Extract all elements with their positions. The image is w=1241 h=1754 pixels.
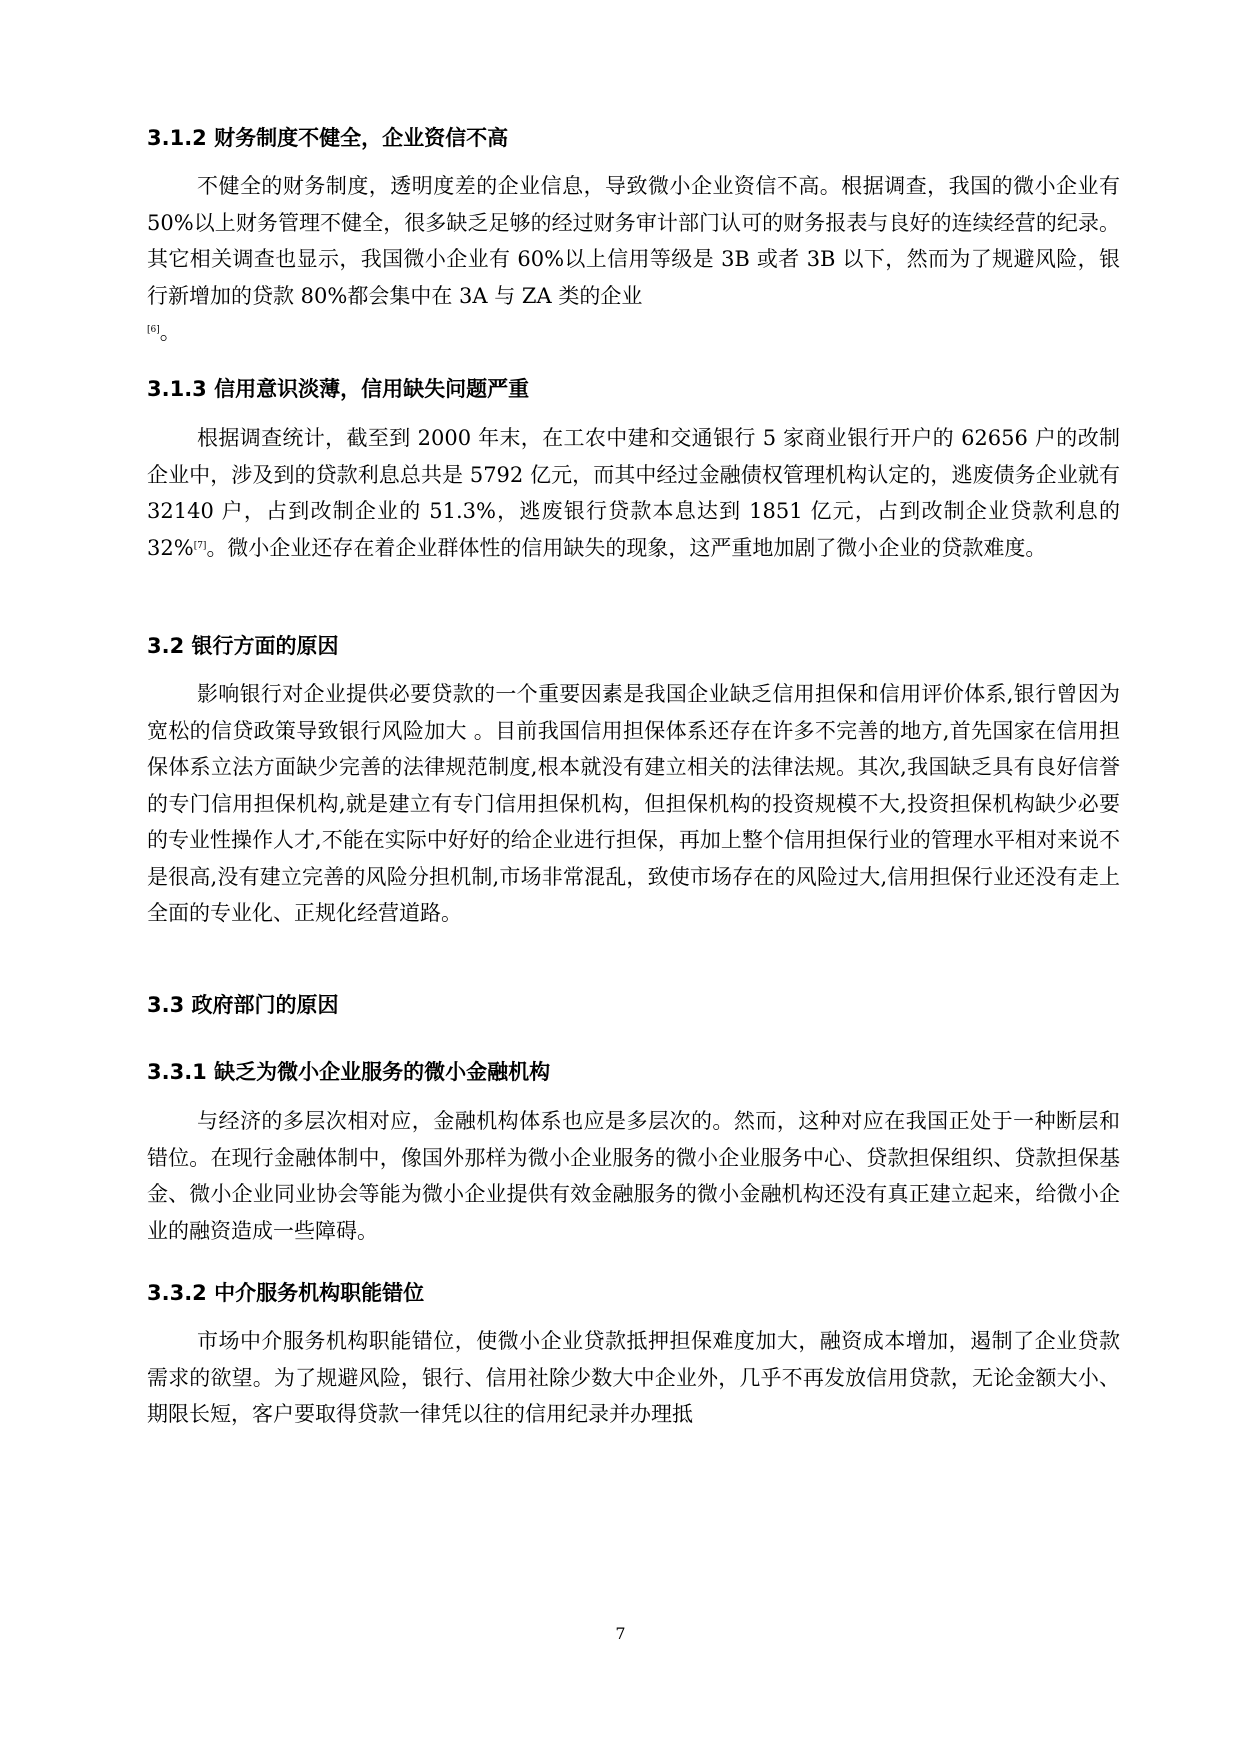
- paragraph-3-1-2-end: 。: [159, 320, 181, 344]
- page-number: 7: [615, 1624, 626, 1643]
- heading-3-3: 3.3 政府部门的原因: [147, 993, 339, 1017]
- heading-3-2: 3.2 银行方面的原因: [147, 634, 339, 658]
- paragraph-3-1-2-text: 不健全的财务制度，透明度差的企业信息，导致微小企业资信不高。根据调查，我国的微小企业有 50%以上财务管理不健全，很多缺乏足够的经过财务审计部门认可的财务报表与良好的连续经营的纪录。其它相关调查也显示，我国微小企业有 60%以上信用等级是 3B 或者 3B 以下，然而为了规避风险，银行新增加的贷款 80%都会集中在 3A 与 ZA 类的企业: [147, 174, 1120, 308]
- paragraph-3-1-3: [147, 420, 1120, 566]
- paragraph-3-1-3-text-b: 。微小企业还存在着企业群体性的信用缺失的现象，这严重地加剧了微小企业的贷款难度。: [206, 535, 1047, 560]
- paragraph-3-2: 影响银行对企业提供必要贷款的一个重要因素是我国企业缺乏信用担保和信用评价体系,银行曾因为宽松的信贷政策导致银行风险加大 。目前我国信用担保体系还存在许多不完善的地方,首先国家在信用担保体系立法方面缺少完善的法律规范制度,根本就没有建立相关的法律法规。其次,我国缺乏具有良好信誉的专门信用担保机构,就是建立有专门信用担保机构，但担保机构的投资规模不大,投资担保机构缺少必要的专业性操作人才,不能在实际中好好的给企业进行担保，再加上整个信用担保行业的管理水平相对来说不是很高,没有建立完善的风险分担机制,市场非常混乱，致使市场存在的风险过大,信用担保行业还没有走上全面的专业化、正规化经营道路。: [147, 682, 1120, 925]
- heading-3-3-1: 3.3.1 缺乏为微小企业服务的微小金融机构: [147, 1060, 551, 1084]
- paragraph-3-3-2: 市场中介服务机构职能错位，使微小企业贷款抵押担保难度加大，融资成本增加，遏制了企业贷款需求的欲望。为了规避风险，银行、信用社除少数大中企业外，几乎不再发放信用贷款，无论金额大小、期限长短，客户要取得贷款一律凭以往的信用纪录并办理抵: [147, 1329, 1120, 1426]
- citation-ref-6: [6]: [147, 325, 160, 335]
- heading-3-3-2: 3.3.2 中介服务机构职能错位: [147, 1281, 425, 1305]
- paragraph-3-1-2: [147, 168, 1120, 351]
- paragraph-3-1-3-text-a: 根据调查统计，截至到 2000 年末，在工农中建和交通银行 5 家商业银行开户的 62656 户的改制企业中，涉及到的贷款利息总共是 5792 亿元，而其中经过金融债权管理机构认定的，逃废债务企业就有 32140 户，占到改制企业的 51.3%，逃废银行贷款本息达到 1851 亿元，占到改制企业贷款利息的 32%: [147, 426, 1120, 560]
- heading-3-1-2: 3.1.2 财务制度不健全，企业资信不高: [147, 126, 509, 150]
- paragraph-3-3-1: 与经济的多层次相对应，金融机构体系也应是多层次的。然而，这种对应在我国正处于一种断层和错位。在现行金融体制中，像国外那样为微小企业服务的微小企业服务中心、贷款担保组织、贷款担保基金、微小企业同业协会等能为微小企业提供有效金融服务的微小金融机构还没有真正建立起来，给微小企业的融资造成一些障碍。: [147, 1109, 1120, 1243]
- heading-3-1-3: 3.1.3 信用意识淡薄，信用缺失问题严重: [147, 377, 530, 401]
- citation-ref-7: [7]: [193, 540, 207, 551]
